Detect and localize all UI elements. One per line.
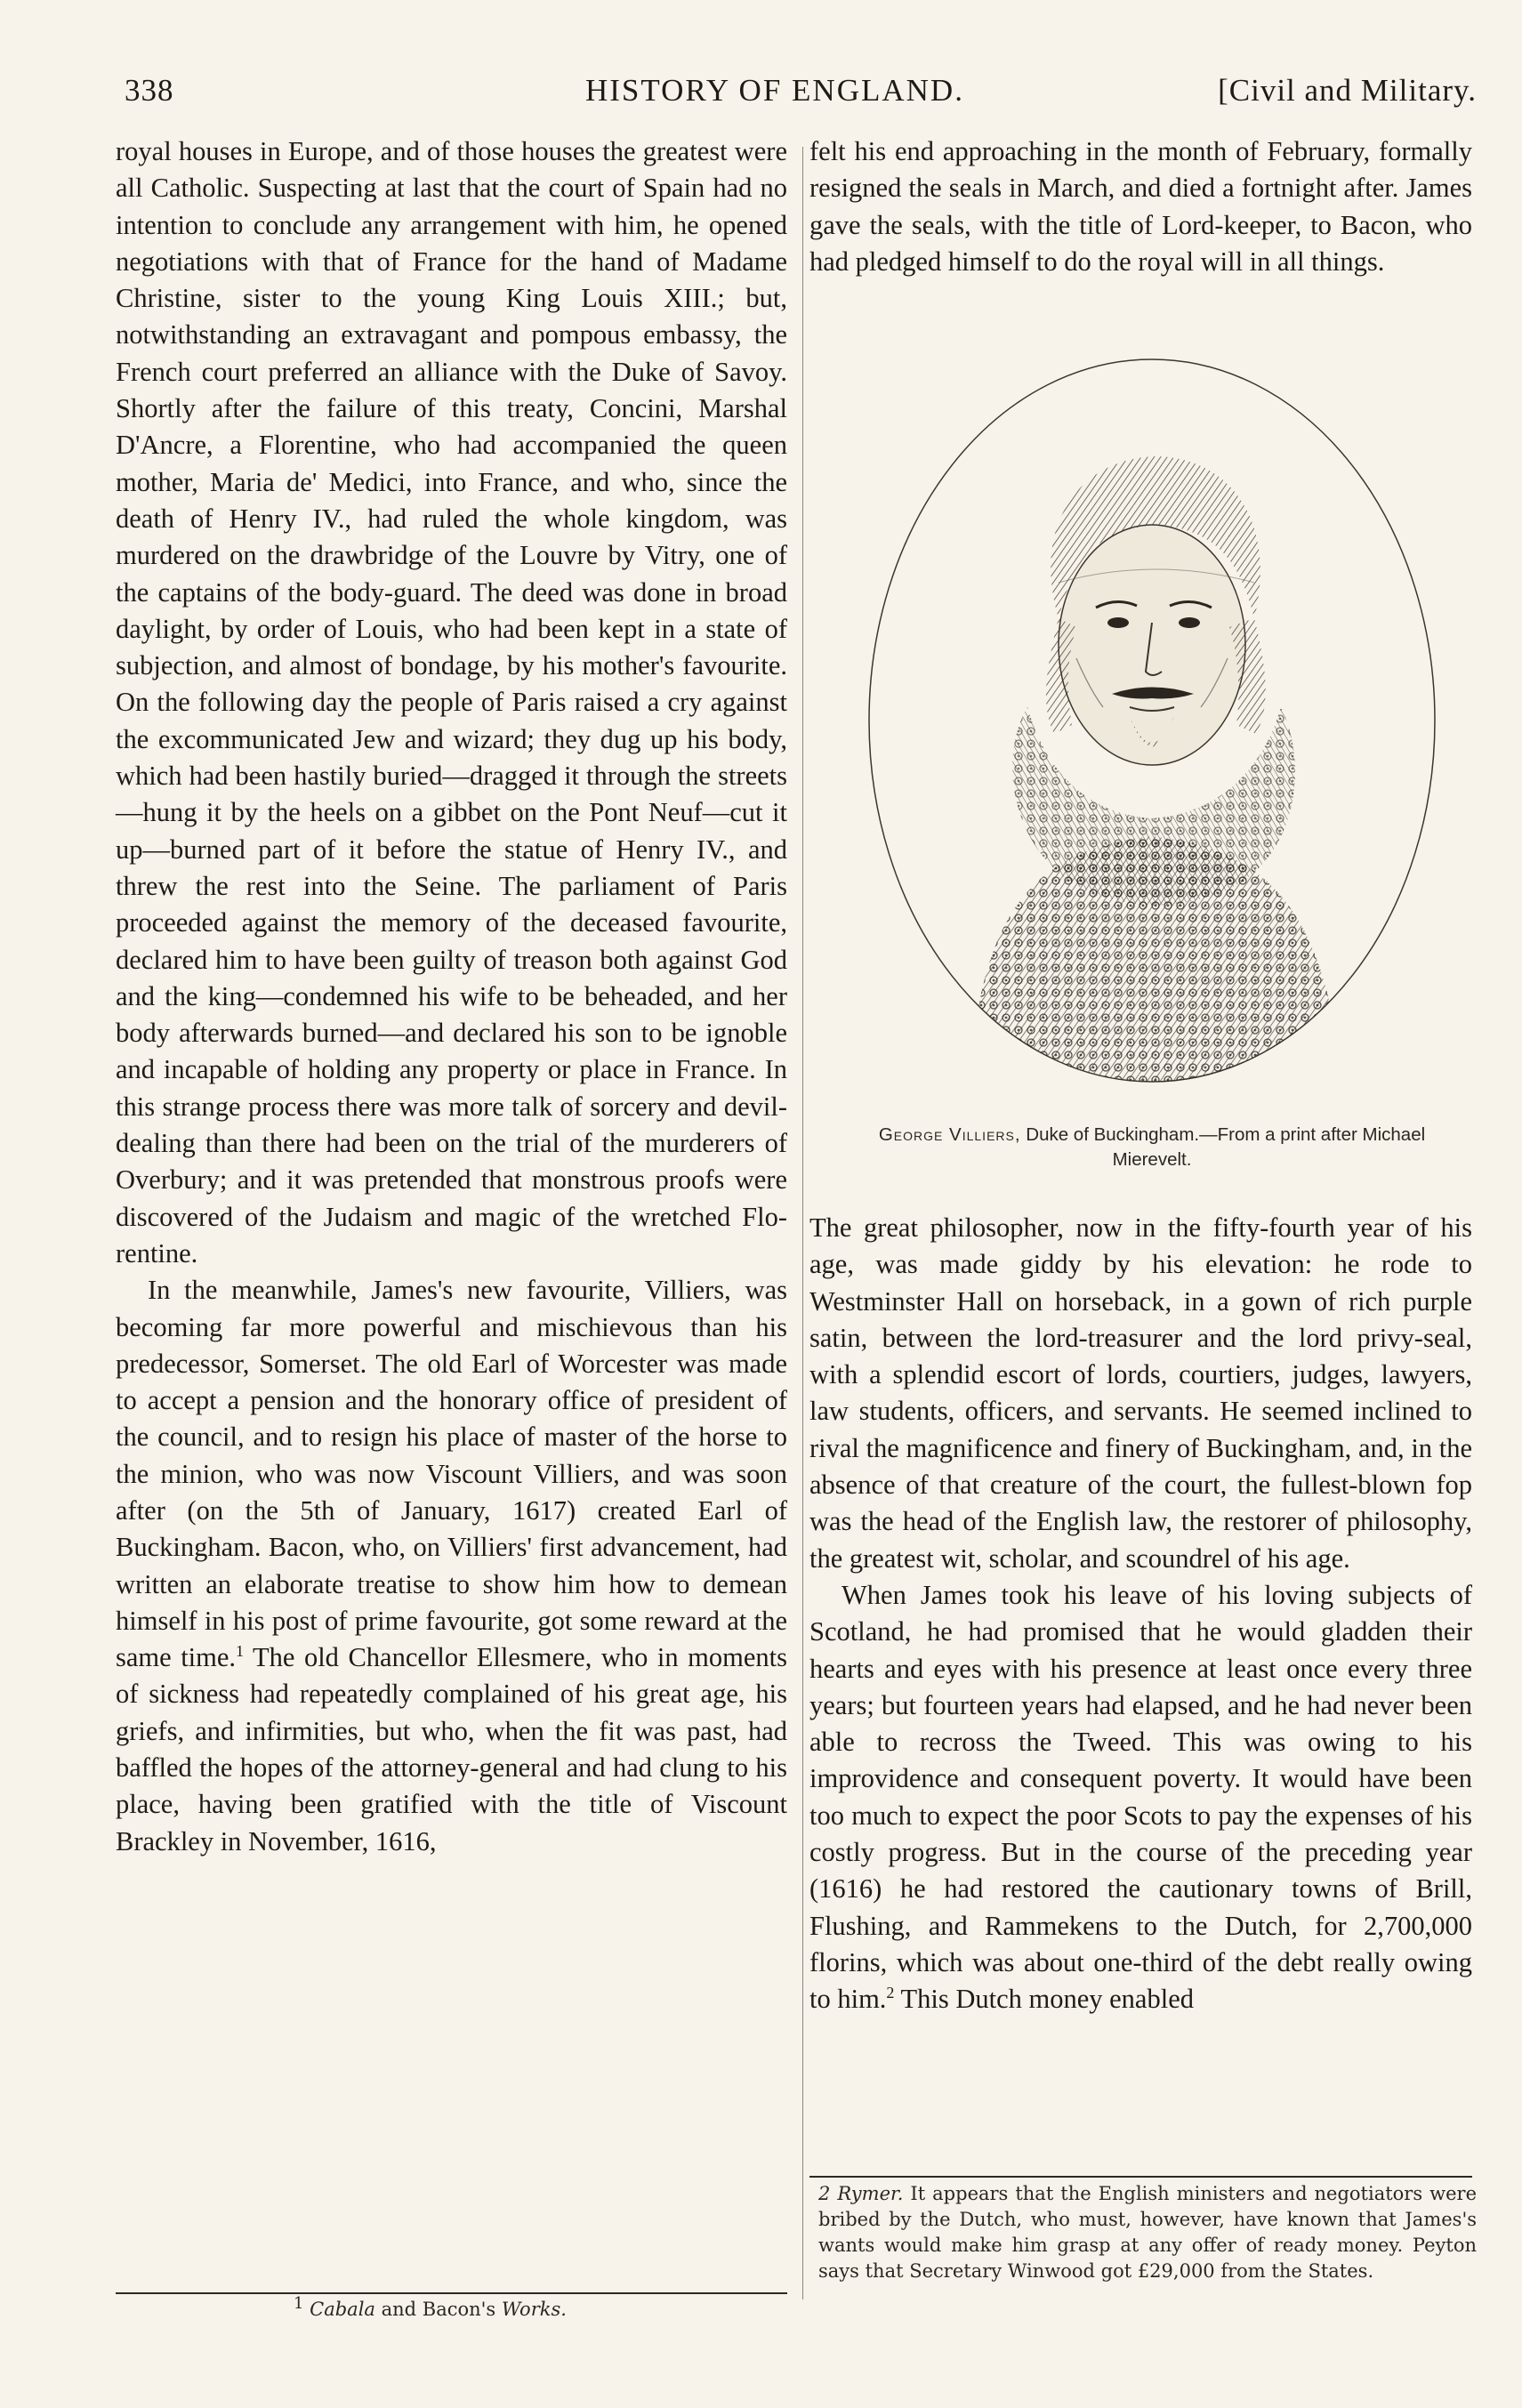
footnote-title: Works. [501, 2299, 567, 2320]
figure-caption [845, 1123, 1459, 1172]
paragraph: felt his end approaching in the month of February, formally resigned the seals in March, and died a fortnight after. James gave the seals, with the title of Lord-keeper, to Bacon, who had pledged himself to do the royal will in all things. [809, 136, 1472, 277]
paragraph-text: This Dutch money enabled [894, 1984, 1194, 2015]
paragraph [116, 1272, 787, 1860]
caption-name: George Villiers, [878, 1124, 1021, 1145]
footnote-1 [294, 2294, 756, 2323]
footnote-ref: 1 [236, 1642, 245, 1661]
footnote-text: and Bacon's [374, 2299, 502, 2320]
footnote-marker: 1 [294, 2294, 304, 2313]
right-column-top [809, 133, 1472, 280]
paragraph [809, 1577, 1472, 2018]
footnote-rule [809, 2176, 1472, 2178]
paragraph-text: When James took his leave of his loving subjects of Scotland, he had promised that he would gladden their hearts and eyes with his presence at least once every three years; but fourteen years had elapsed, and he had never been able to recross the Tweed. This was owing to his improvidence and consequent poverty. It would have been too much to expect the poor Scots to pay the expenses of his costly progress. But in the course of the preceding year (1616) he had restored the cautionary towns of Brill, Flushing, and Rammekens to the Dutch, for 2,700,000 florins, which was about one-third of the debt really owing to him. [809, 1579, 1472, 2015]
running-header [125, 73, 1477, 126]
footnote-ref: 2 [886, 1984, 895, 2002]
portrait-engraving [863, 351, 1441, 1090]
column-divider [802, 147, 803, 2299]
running-title: HISTORY OF ENGLAND. [585, 73, 964, 108]
footnote-rule [116, 2292, 787, 2294]
footnote-text: It appears that the English ministers and negotiators were bribed by the Dutch, who must, however, have known that James's wants would make him grasp at any offer of ready money. Peyton says that Secretary Winwood got £29,000 from the States. [818, 2183, 1477, 2282]
left-column [116, 133, 787, 1860]
page-number: 338 [125, 73, 174, 108]
paragraph: royal houses in Europe, and of those houses the greatest were all Catholic. Suspecting at last that the court of Spain had no intention to conclude any arrangement with him, he opened negotiations with that of France for the hand of Madame Christine, sister to the young King Louis XIII.; but, notwithstanding an extravagant and pompous embassy, the French court preferred an alliance with the Duke of Savoy. Shortly after the failure of this treaty, Concini, Marshal D'Ancre, a Florentine, who had accompanied the queen mother, Maria de' Medici, into France, and who, since the death of Henry IV., had ruled the whole kingdom, was murdered on the drawbridge of the Louvre by Vitry, one of the captains of the body-guard. The deed was done in broad daylight, by order of Louis, who had been kept in a state of subjection, and almost of bondage, by his mother's favourite. On the following day the people of Paris raised a cry against the excommunicated Jew and wizard; they dug up his body, which had been hastily buried—dragged it through the streets—hung it by the heels on a gibbet on the Pont Neuf—cut it up—burned part of it before the statue of Henry IV., and threw the rest into the Seine. The parliament of Paris proceeded against the memory of the deceased favourite, declared him to have been guilty of treason both against God and the king—condemned his wife to be beheaded, and her body afterwards burned—and declared his son to be ignoble and incapable of holding any property or place in France. In this strange process there was more talk of sorcery and devil-dealing than there had been on the trial of the murderers of Overbury; and it was pretended that monstrous proofs were discovered of the Judaism and magic of the wretched Florentine. [116, 136, 787, 1268]
section-label: [Civil and Military. [1218, 73, 1477, 108]
paragraph-text: In the meanwhile, James's new favourite, Villiers, was becoming far more powerful and mischievous than his predecessor, Somerset. The old Earl of Worcester was made to accept a pension and the honorary office of president of the council, and to resign his place of master of the horse to the minion, who was now Viscount Villiers, and was soon after (on the 5th of January, 1617) created Earl of Buckingham. Bacon, who, on Villiers' first advancement, had written an elaborate treatise to show him how to demean himself in his post of prime favourite, got some reward at the same time. [116, 1275, 787, 1673]
paragraph-text: The old Chancellor Ellesmere, who in moments of sickness had repeatedly complained of his great age, his griefs, and infirmities, but who, when the fit was past, had baffled the hopes of the attorney-general and had clung to his place, having been gratified with the title of Viscount Brackley in November, 1616, [116, 1642, 787, 1856]
footnote-title: Cabala [310, 2299, 375, 2320]
footnote-marker: 2 Rymer. [818, 2183, 904, 2204]
caption-text: Duke of Buckingham.—From a print after Michael Mierevelt. [1020, 1124, 1426, 1170]
footnote-2 [818, 2181, 1477, 2284]
paragraph: The great philosopher, now in the fifty-fourth year of his age, was made giddy by his elevation: he rode to Westminster Hall on horseback, in a gown of rich purple satin, between the lord-treasurer and the lord privy-seal, with a splendid escort of lords, courtiers, judges, lawyers, law students, officers, and servants. He seemed inclined to rival the magnificence and finery of Buckingham, and, in the absence of that creature of the court, the fullest-blown fop was the head of the English law, the restorer of philosophy, the greatest wit, scholar, and scoundrel of his age. [809, 1212, 1472, 1574]
right-column-bottom [809, 1210, 1472, 2018]
